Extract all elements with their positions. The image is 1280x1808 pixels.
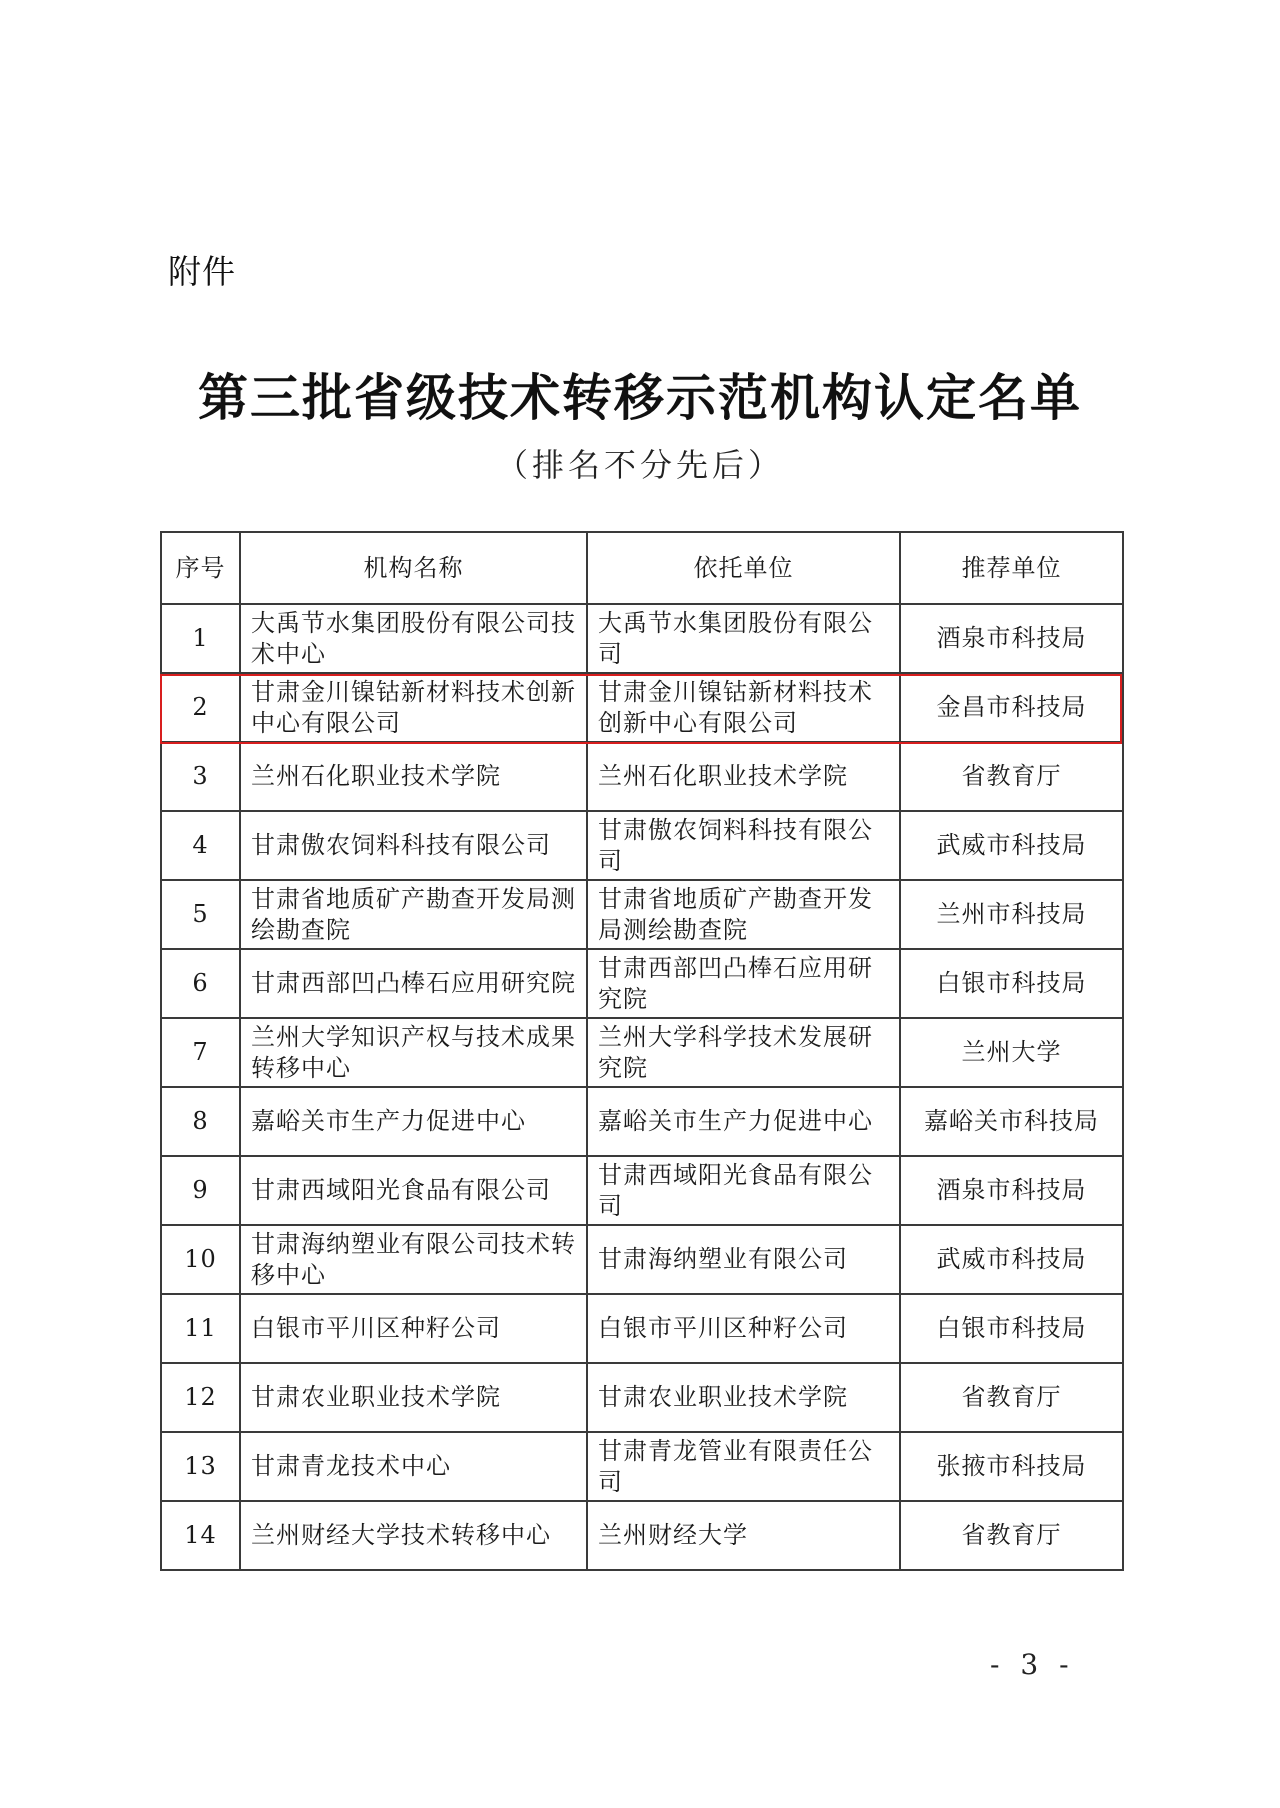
cell-host: 甘肃农业职业技术学院 [587,1363,900,1432]
cell-recommender: 武威市科技局 [900,1225,1123,1294]
cell-name: 甘肃傲农饲料科技有限公司 [240,811,587,880]
cell-recommender: 白银市科技局 [900,949,1123,1018]
institution-table-container [160,531,1122,1571]
cell-recommender: 兰州大学 [900,1018,1123,1087]
cell-recommender: 酒泉市科技局 [900,604,1123,673]
cell-seq: 1 [161,604,240,673]
cell-host: 甘肃省地质矿产勘查开发局测绘勘查院 [587,880,900,949]
cell-seq: 10 [161,1225,240,1294]
cell-name: 甘肃西域阳光食品有限公司 [240,1156,587,1225]
cell-seq: 3 [161,742,240,811]
cell-name: 兰州大学知识产权与技术成果转移中心 [240,1018,587,1087]
cell-recommender: 兰州市科技局 [900,880,1123,949]
cell-recommender: 省教育厅 [900,742,1123,811]
cell-recommender: 白银市科技局 [900,1294,1123,1363]
cell-seq: 4 [161,811,240,880]
document-title: 第三批省级技术转移示范机构认定名单 [198,368,1082,427]
table-row [161,1294,1123,1363]
cell-host: 白银市平川区种籽公司 [587,1294,900,1363]
cell-seq: 2 [161,673,240,742]
cell-name: 甘肃金川镍钴新材料技术创新中心有限公司 [240,673,587,742]
cell-host: 兰州大学科学技术发展研究院 [587,1018,900,1087]
cell-seq: 8 [161,1087,240,1156]
cell-seq: 7 [161,1018,240,1087]
cell-recommender: 酒泉市科技局 [900,1156,1123,1225]
table-row [161,1156,1123,1225]
document-subtitle: （排名不分先后） [495,446,784,484]
cell-host: 兰州财经大学 [587,1501,900,1570]
cell-name: 甘肃省地质矿产勘查开发局测绘勘查院 [240,880,587,949]
cell-name: 甘肃农业职业技术学院 [240,1363,587,1432]
cell-host: 大禹节水集团股份有限公司 [587,604,900,673]
cell-recommender: 武威市科技局 [900,811,1123,880]
table-row [161,949,1123,1018]
cell-name: 兰州石化职业技术学院 [240,742,587,811]
table-row [161,1363,1123,1432]
cell-name: 白银市平川区种籽公司 [240,1294,587,1363]
cell-recommender: 嘉峪关市科技局 [900,1087,1123,1156]
attachment-label: 附件 [168,252,236,291]
cell-host: 甘肃青龙管业有限责任公司 [587,1432,900,1501]
cell-host: 甘肃海纳塑业有限公司 [587,1225,900,1294]
cell-seq: 5 [161,880,240,949]
cell-seq: 14 [161,1501,240,1570]
cell-recommender: 金昌市科技局 [900,673,1123,742]
cell-seq: 11 [161,1294,240,1363]
cell-name: 嘉峪关市生产力促进中心 [240,1087,587,1156]
table-row [161,811,1123,880]
table-row [161,1087,1123,1156]
cell-name: 甘肃海纳塑业有限公司技术转移中心 [240,1225,587,1294]
table-row [161,880,1123,949]
table-row [161,604,1123,673]
cell-seq: 13 [161,1432,240,1501]
table-row [161,1432,1123,1501]
header-seq: 序号 [161,532,240,604]
table-header-row [161,532,1123,604]
cell-host: 嘉峪关市生产力促进中心 [587,1087,900,1156]
cell-seq: 6 [161,949,240,1018]
cell-recommender: 省教育厅 [900,1363,1123,1432]
cell-host: 兰州石化职业技术学院 [587,742,900,811]
table-row [161,742,1123,811]
page-number: - 3 - [990,1648,1075,1681]
cell-name: 兰州财经大学技术转移中心 [240,1501,587,1570]
cell-seq: 12 [161,1363,240,1432]
table-row [161,1501,1123,1570]
cell-host: 甘肃金川镍钴新材料技术创新中心有限公司 [587,673,900,742]
cell-host: 甘肃西域阳光食品有限公司 [587,1156,900,1225]
cell-recommender: 省教育厅 [900,1501,1123,1570]
cell-host: 甘肃西部凹凸棒石应用研究院 [587,949,900,1018]
table-row [161,1018,1123,1087]
cell-host: 甘肃傲农饲料科技有限公司 [587,811,900,880]
header-host: 依托单位 [587,532,900,604]
cell-recommender: 张掖市科技局 [900,1432,1123,1501]
table-row [161,673,1123,742]
header-recommender: 推荐单位 [900,532,1123,604]
cell-name: 大禹节水集团股份有限公司技术中心 [240,604,587,673]
cell-seq: 9 [161,1156,240,1225]
header-name: 机构名称 [240,532,587,604]
table-row [161,1225,1123,1294]
cell-name: 甘肃西部凹凸棒石应用研究院 [240,949,587,1018]
cell-name: 甘肃青龙技术中心 [240,1432,587,1501]
institution-table [160,531,1124,1571]
